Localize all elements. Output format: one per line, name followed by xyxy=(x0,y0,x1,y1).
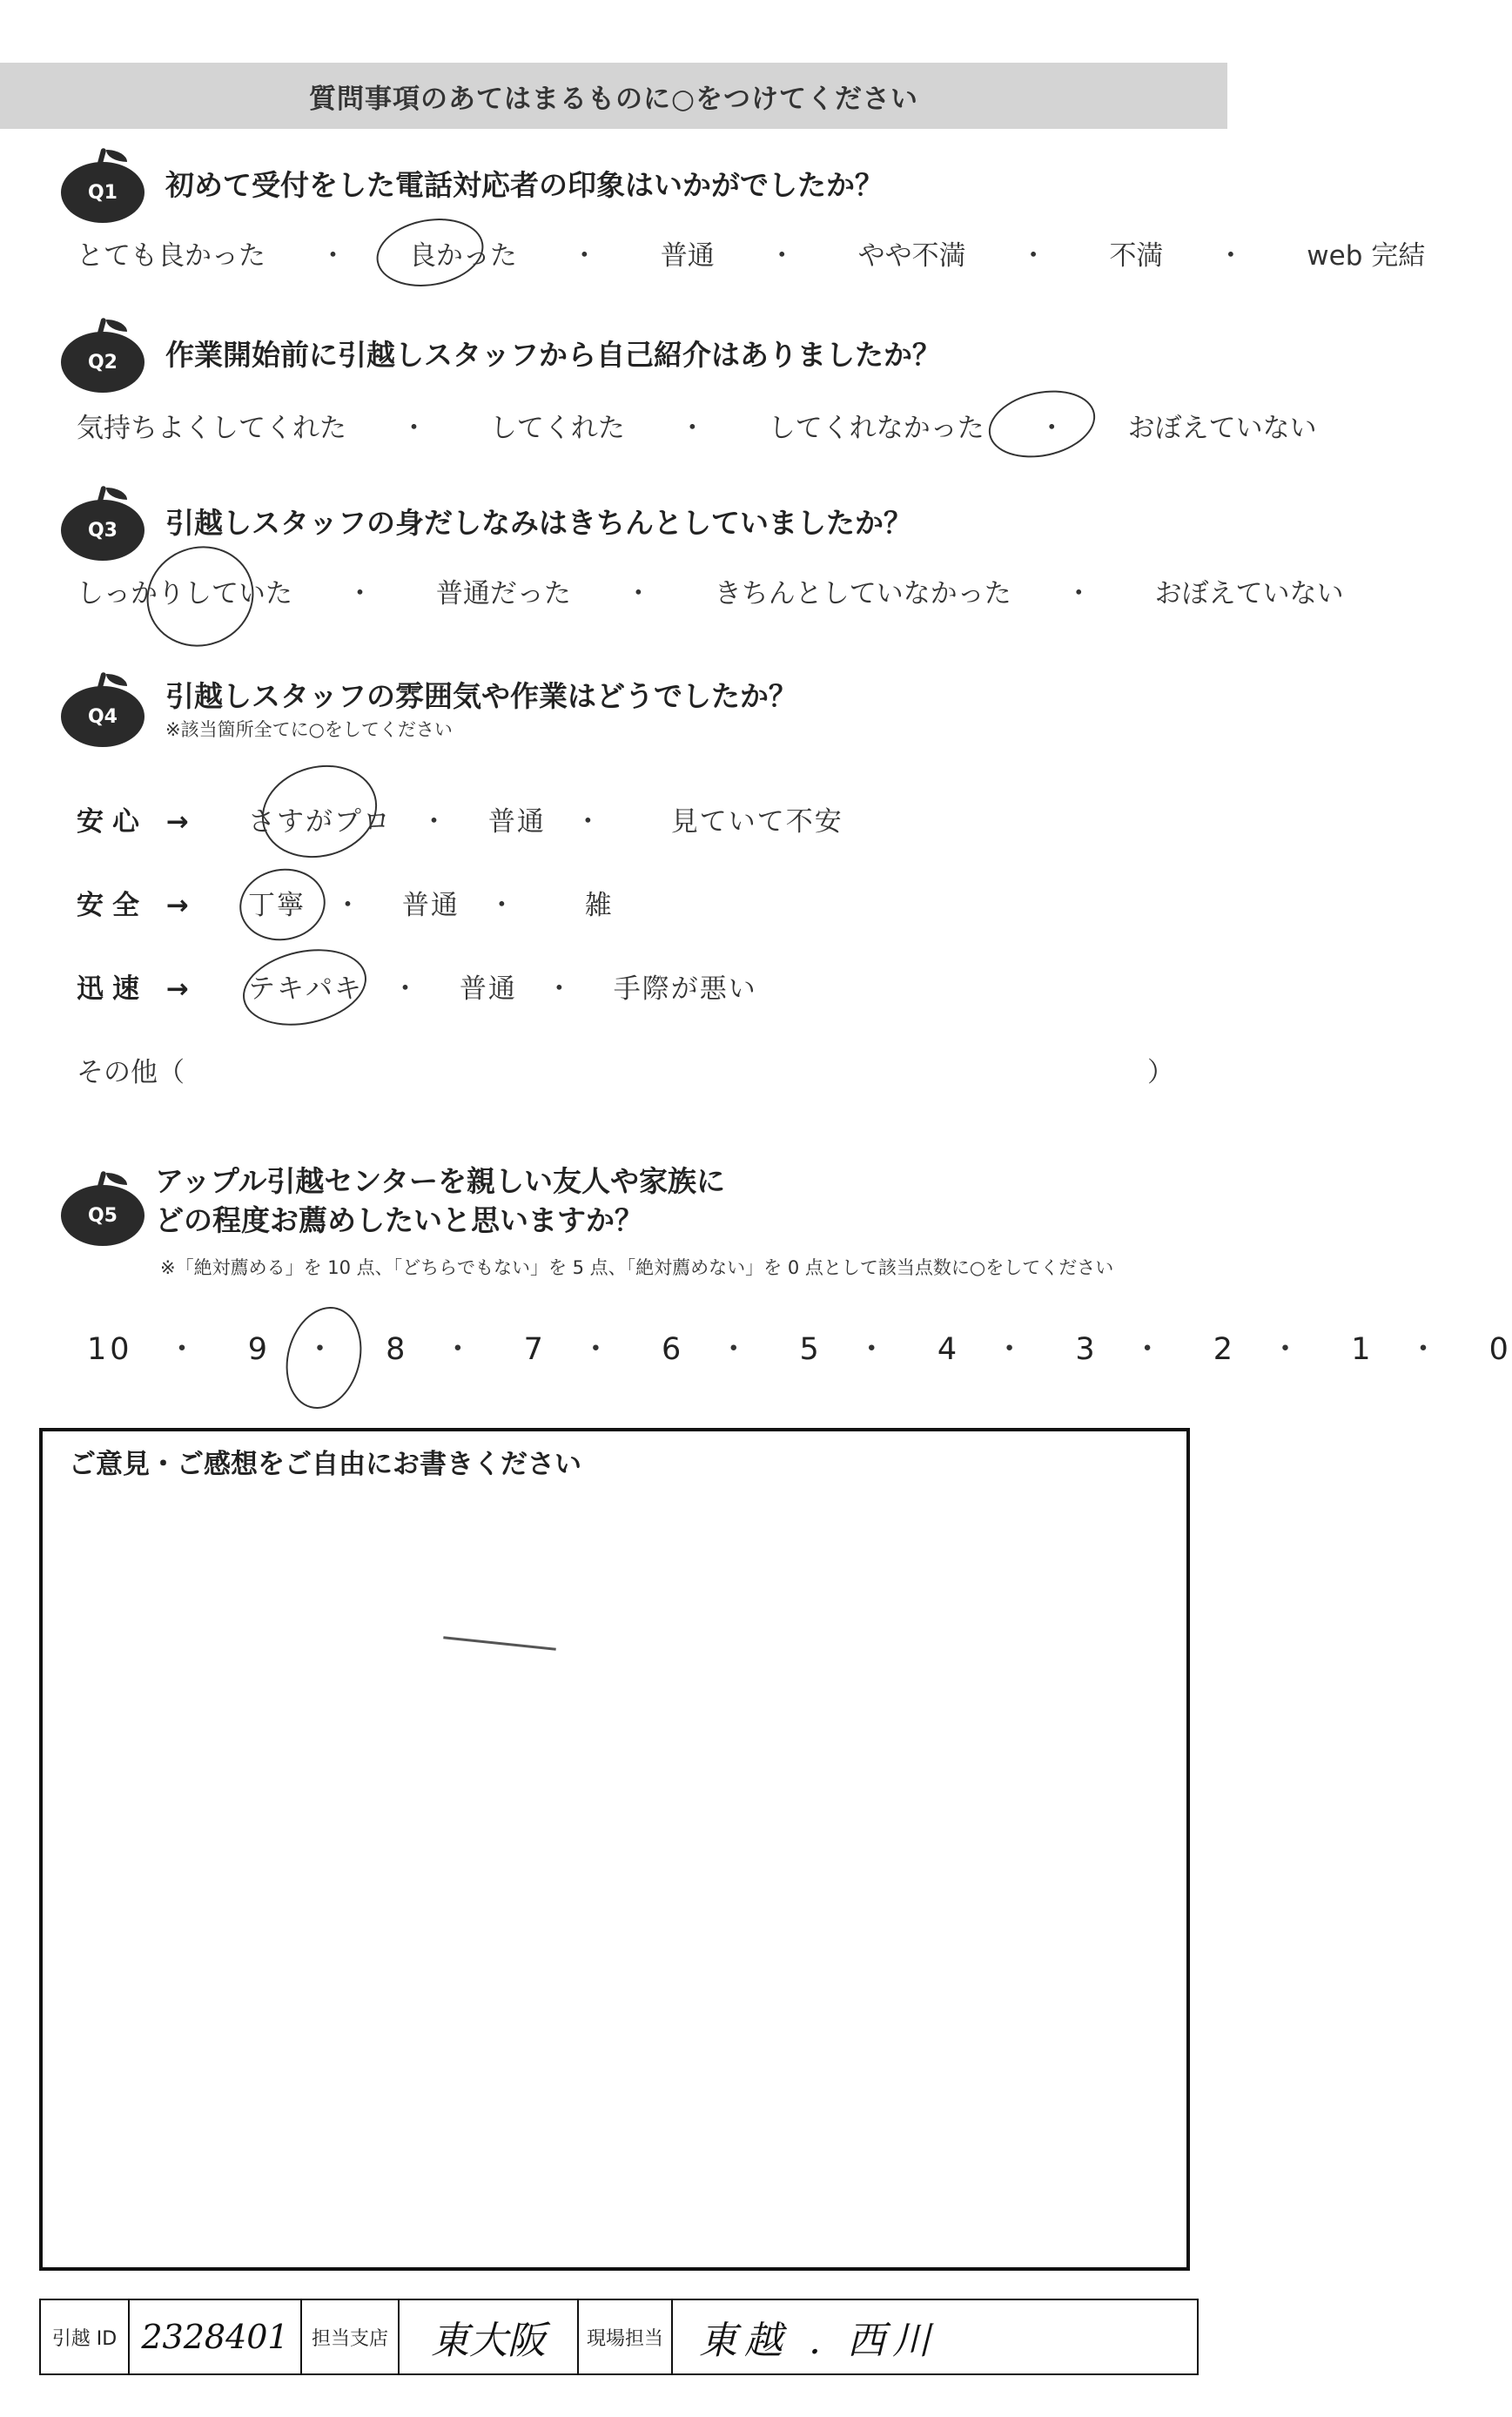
option[interactable]: 普通 xyxy=(660,240,715,272)
category-anshin-label: 安心 → xyxy=(77,806,198,838)
option-selected[interactable]: おぼえていない xyxy=(1127,413,1317,444)
option-selected[interactable]: 丁寧 xyxy=(248,890,306,921)
comment-label: ご意見・ご感想をご自由にお書きください xyxy=(69,1449,581,1480)
option[interactable]: してくれなかった xyxy=(768,413,984,444)
option[interactable]: してくれた xyxy=(489,413,625,444)
question-1 xyxy=(61,146,884,225)
apple-badge-icon: Q4 xyxy=(61,672,146,747)
question-2-options: 気持ちよくしてくれた ・ してくれた ・ してくれなかった ・ おぼえていない xyxy=(77,413,1317,444)
staff-value: 東越 . 西川 xyxy=(699,2319,937,2363)
category-jinsoku-label: 迅速 → xyxy=(77,973,198,1005)
option[interactable]: 見ていて不安 xyxy=(670,806,843,838)
footer-table xyxy=(39,2299,1199,2375)
move-id-value: 2328401 xyxy=(141,2318,289,2356)
category-anzen-options: 丁寧 ・ 普通 ・ 雑 xyxy=(248,890,614,921)
hand-drawn-circle xyxy=(236,939,373,1036)
apple-badge-icon: Q1 xyxy=(61,148,146,223)
move-id-label: 引越 ID xyxy=(51,2327,118,2350)
option[interactable]: とても良かった xyxy=(77,240,265,272)
other-close: ） xyxy=(1147,1057,1174,1088)
branch-label-cell xyxy=(302,2300,400,2373)
option[interactable]: 気持ちよくしてくれた xyxy=(77,413,346,444)
hand-drawn-circle xyxy=(234,862,332,947)
question-5-note: ※「絶対薦める」を 10 点、「どちらでもない」を 5 点、「絶対薦めない」を 0 点として該当点数に○をしてください xyxy=(160,1257,1114,1278)
branch-label: 担当支店 xyxy=(311,2327,388,2350)
apple-badge-icon: Q5 xyxy=(61,1171,146,1246)
question-2-text: 作業開始前に引越しスタッフから自己紹介はありましたか？ xyxy=(165,337,941,372)
question-5 xyxy=(61,1162,725,1258)
option[interactable]: 普通 xyxy=(459,973,517,1005)
option[interactable]: おぼえていない xyxy=(1154,578,1344,609)
question-4-text: 引越しスタッフの雰囲気や作業はどうでしたか？ xyxy=(165,678,797,713)
move-id-label-cell xyxy=(41,2300,130,2373)
category-anzen-label: 安全 → xyxy=(77,890,198,921)
header-title: 質問事項のあてはまるものに○をつけてください xyxy=(308,83,919,115)
other-label: その他（ xyxy=(77,1057,185,1088)
category-jinsoku-options: テキパキ ・ 普通 ・ 手際が悪い xyxy=(248,973,757,1005)
option-selected[interactable]: さすがプロ xyxy=(248,806,392,838)
hand-drawn-circle xyxy=(252,752,387,870)
option[interactable]: 普通 xyxy=(401,890,460,921)
question-4-note: ※該当箇所全てに○をしてください xyxy=(165,719,453,741)
stray-mark xyxy=(443,1636,556,1651)
option-selected[interactable]: 良かった xyxy=(408,240,517,272)
question-5-text-line1: アップル引越センターを親しい友人や家族に xyxy=(155,1164,726,1198)
apple-badge-icon: Q2 xyxy=(61,318,146,393)
question-2 xyxy=(61,316,941,394)
option[interactable]: 手際が悪い xyxy=(613,973,757,1005)
scale-value[interactable]: 0 xyxy=(1488,1332,1512,1367)
hand-drawn-circle xyxy=(983,381,1102,467)
question-3-options: しっかりしていた ・ 普通だった ・ きちんとしていなかった ・ おぼえていない xyxy=(77,578,1344,609)
recommend-scale: 10 ・ 9 ・ 8 ・ 7 ・ 6 ・ 5 ・ 4 ・ 3 ・ 2 ・ 1 ・ 0 xyxy=(87,1332,1512,1367)
scale-value[interactable]: 2 xyxy=(1213,1332,1237,1367)
question-4 xyxy=(61,670,797,749)
option-selected[interactable]: テキパキ xyxy=(248,973,363,1005)
question-5-text-line2: どの程度お薦めしたいと思いますか？ xyxy=(155,1202,643,1237)
option[interactable]: 不満 xyxy=(1109,240,1164,272)
category-anshin-options: さすがプロ ・ 普通 ・ 見ていて不安 xyxy=(248,806,843,838)
question-3-text: 引越しスタッフの身だしなみはきちんとしていましたか？ xyxy=(165,505,912,540)
branch-value: 東大阪 xyxy=(431,2319,546,2363)
scale-value[interactable]: 7 xyxy=(523,1332,547,1367)
scale-value[interactable]: 9 xyxy=(247,1332,271,1367)
option[interactable]: 雑 xyxy=(584,890,614,921)
staff-label-cell xyxy=(579,2300,673,2373)
option[interactable]: 普通だった xyxy=(435,578,571,609)
scale-value[interactable]: 1 xyxy=(1351,1332,1374,1367)
option[interactable]: 普通 xyxy=(487,806,546,838)
scale-value[interactable]: 4 xyxy=(937,1332,961,1367)
option[interactable]: web 完結 xyxy=(1307,240,1426,272)
staff-label: 現場担当 xyxy=(586,2327,663,2350)
scale-value-selected[interactable]: 8 xyxy=(386,1332,409,1367)
branch-value-cell xyxy=(400,2300,579,2373)
move-id-value-cell xyxy=(130,2300,302,2373)
option-selected[interactable]: しっかりしていた xyxy=(77,578,292,609)
staff-value-cell xyxy=(673,2300,1197,2373)
scale-value[interactable]: 6 xyxy=(662,1332,685,1367)
apple-badge-icon: Q3 xyxy=(61,486,146,561)
scale-value[interactable]: 3 xyxy=(1075,1332,1099,1367)
question-1-text: 初めて受付をした電話対応者の印象はいかがでしたか？ xyxy=(165,167,884,202)
survey-header xyxy=(0,63,1227,129)
option[interactable]: きちんとしていなかった xyxy=(714,578,1011,609)
question-1-options: とても良かった ・ 良かった ・ 普通 ・ やや不満 ・ 不満 ・ web 完結 xyxy=(77,240,1426,272)
option[interactable]: やや不満 xyxy=(857,240,966,272)
scale-value[interactable]: 10 xyxy=(87,1332,133,1367)
scale-value[interactable]: 5 xyxy=(799,1332,823,1367)
comment-box[interactable] xyxy=(39,1428,1190,2271)
hand-drawn-circle xyxy=(275,1298,373,1417)
